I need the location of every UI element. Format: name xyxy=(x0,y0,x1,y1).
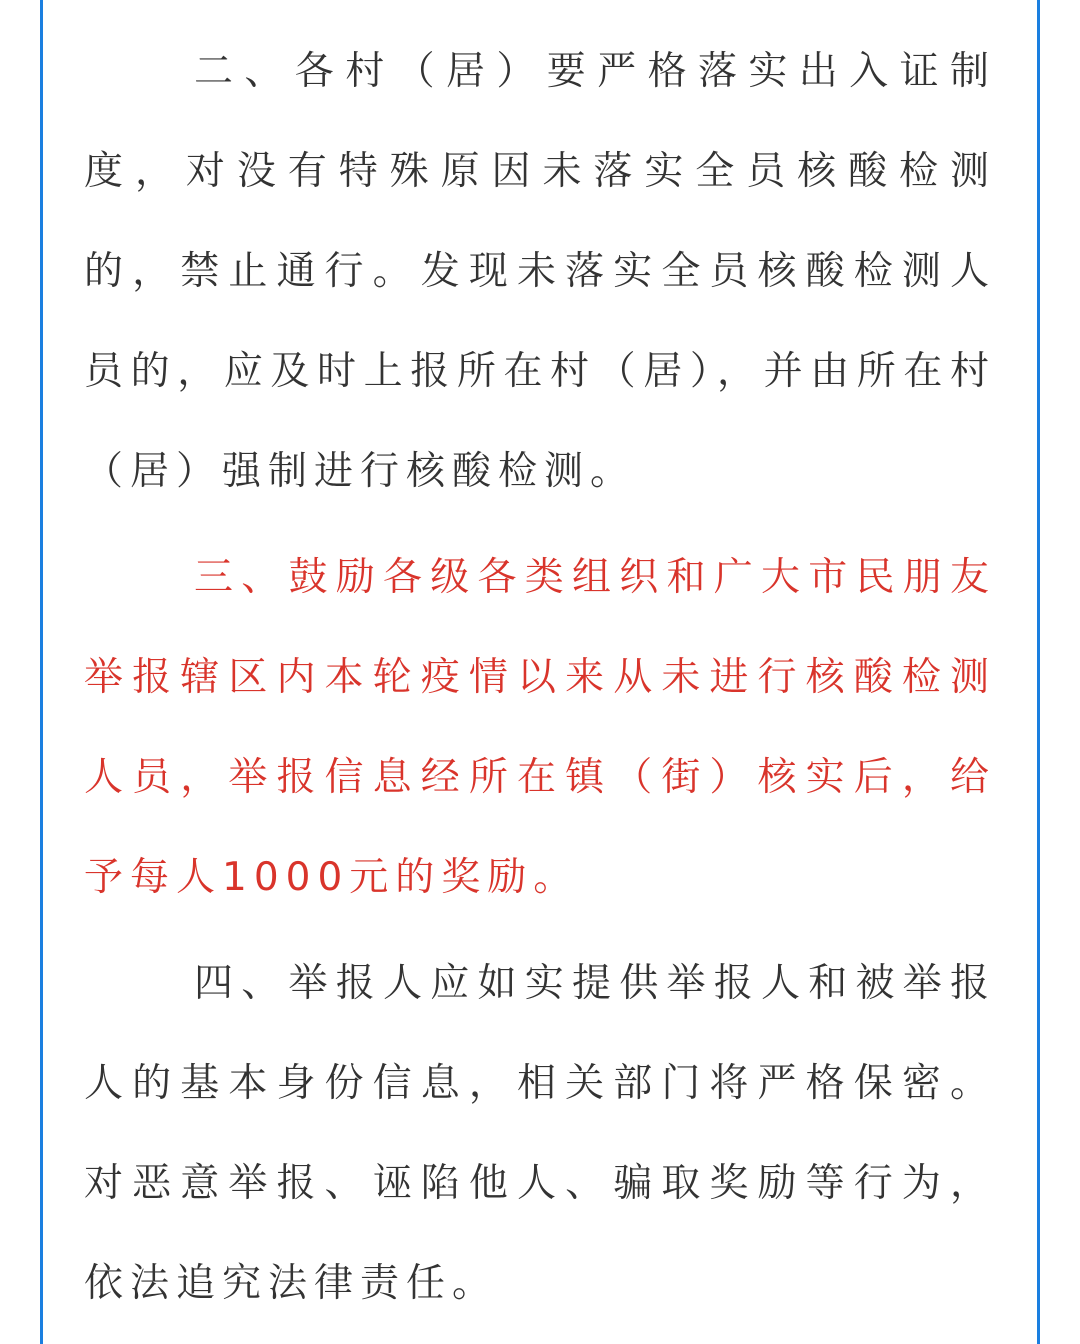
frame-right-border xyxy=(1037,0,1040,1344)
notice-body xyxy=(84,22,996,1334)
frame-left-border xyxy=(40,0,43,1344)
paragraph-three-reward: 三、鼓励各级各类组织和广大市民朋友举报辖区内本轮疫情以来从未进行核酸检测人员，举报信息经所在镇（街）核实后，给予每人1000元的奖励。 xyxy=(84,555,996,900)
paragraph-two-entry-permit: 二、各村（居）要严格落实出入证制度，对没有特殊原因未落实全员核酸检测的，禁止通行。发现未落实全员核酸检测人员的，应及时上报所在村（居），并由所在村（居）强制进行核酸检测。 xyxy=(84,49,996,494)
paragraph-four-confidentiality: 四、举报人应如实提供举报人和被举报人的基本身份信息，相关部门将严格保密。对恶意举报、诬陷他人、骗取奖励等行为，依法追究法律责任。 xyxy=(84,961,996,1306)
